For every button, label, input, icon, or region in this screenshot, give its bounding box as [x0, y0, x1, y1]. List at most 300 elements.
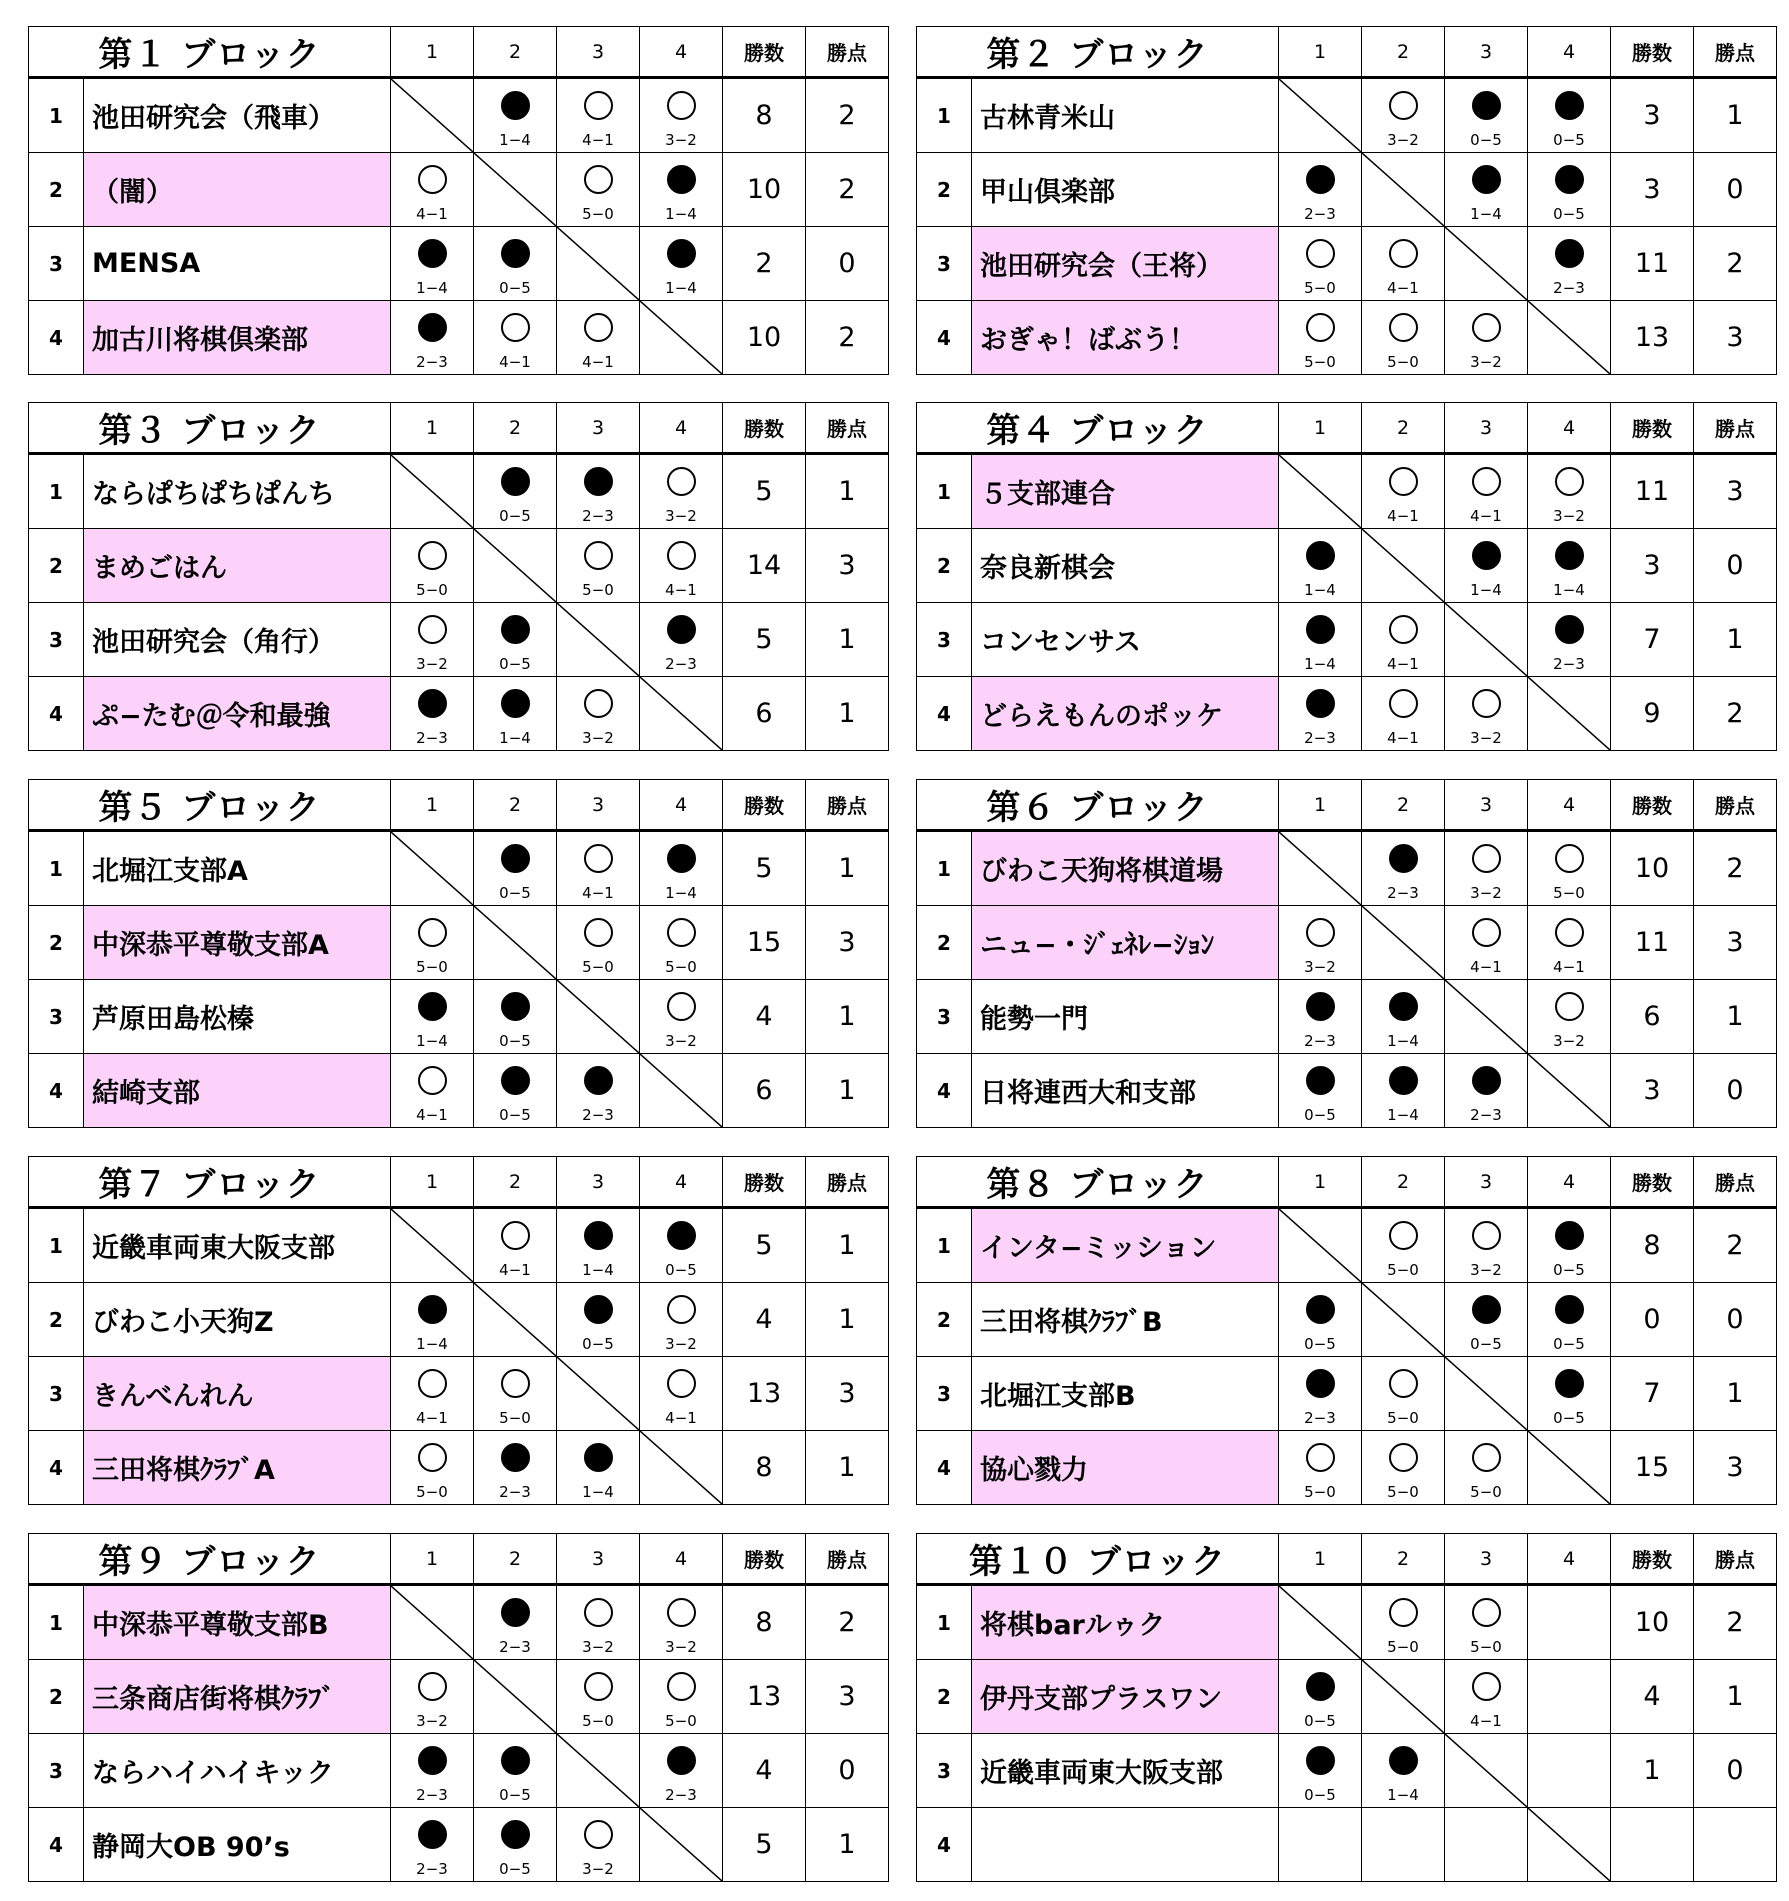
match-score: 4−1	[1470, 507, 1502, 525]
match-score: 0−5	[499, 1786, 531, 1804]
team-name: 将棋barルゥク	[972, 1585, 1279, 1660]
empty-result-cell	[1362, 1808, 1445, 1882]
match-score: 3−2	[1470, 353, 1502, 371]
match-score: 5−0	[1387, 1409, 1419, 1427]
wins-value: 5	[723, 1808, 806, 1882]
loss-circle-icon	[1555, 239, 1584, 268]
points-value: 1	[806, 603, 889, 677]
team-row	[917, 677, 1777, 751]
team-name: インタ−ミッション	[972, 1208, 1279, 1283]
team-number: 4	[29, 1808, 84, 1882]
points-value: 0	[806, 1734, 889, 1808]
match-result-cell	[1279, 906, 1362, 980]
points-value: 1	[806, 1431, 889, 1505]
wins-value: 10	[1611, 831, 1694, 906]
match-result-cell	[557, 454, 640, 529]
win-circle-icon	[667, 91, 696, 120]
match-result-cell	[640, 980, 723, 1054]
match-result-cell	[1362, 454, 1445, 529]
match-score: 3−2	[416, 655, 448, 673]
win-circle-icon	[1472, 844, 1501, 873]
team-name: 日将連西大和支部	[972, 1054, 1279, 1128]
match-result-cell	[557, 301, 640, 375]
match-score: 5−0	[416, 581, 448, 599]
team-number: 2	[29, 1283, 84, 1357]
win-circle-icon	[501, 1369, 530, 1398]
team-name: おぎゃ！ばぶう！	[972, 301, 1279, 375]
loss-circle-icon	[501, 844, 530, 873]
win-circle-icon	[1389, 1443, 1418, 1472]
match-result-cell	[557, 529, 640, 603]
loss-circle-icon	[1306, 992, 1335, 1021]
win-circle-icon	[1389, 313, 1418, 342]
loss-circle-icon	[584, 1221, 613, 1250]
team-number: 4	[917, 1808, 972, 1882]
wins-value: 6	[1611, 980, 1694, 1054]
match-score: 1−4	[1304, 655, 1336, 673]
match-score: 1−4	[416, 1335, 448, 1353]
match-result-cell	[391, 301, 474, 375]
team-name: 池田研究会（角行）	[84, 603, 391, 677]
wins-value: 11	[1611, 227, 1694, 301]
wins-value: 13	[723, 1357, 806, 1431]
match-score: 2−3	[1304, 205, 1336, 223]
self-match-diagonal	[1279, 831, 1362, 906]
points-value	[1694, 1808, 1777, 1882]
team-row	[29, 677, 889, 751]
match-score: 5−0	[1553, 884, 1585, 902]
opponent-column-header: 2	[1362, 1534, 1445, 1585]
team-row	[917, 831, 1777, 906]
win-circle-icon	[1389, 1369, 1418, 1398]
self-match-diagonal	[1445, 603, 1528, 677]
match-score: 1−4	[1553, 581, 1585, 599]
match-result-cell	[640, 603, 723, 677]
block-table	[916, 1156, 1777, 1505]
match-result-cell	[1528, 78, 1611, 153]
team-name: 三田将棋ｸﾗﾌﾞA	[84, 1431, 391, 1505]
loss-circle-icon	[501, 1820, 530, 1849]
win-circle-icon	[1306, 1443, 1335, 1472]
match-score: 2−3	[416, 1786, 448, 1804]
team-name: MENSA	[84, 227, 391, 301]
block-title: 第７ ブロック	[29, 1157, 391, 1208]
match-result-cell	[640, 1357, 723, 1431]
win-circle-icon	[584, 844, 613, 873]
team-row	[917, 529, 1777, 603]
opponent-column-header: 1	[391, 1157, 474, 1208]
wins-header: 勝数	[1611, 1534, 1694, 1585]
team-name: ニュ−・ｼﾞｪﾈﾚ−ｼｮﾝ	[972, 906, 1279, 980]
match-result-cell	[1279, 603, 1362, 677]
block-title: 第２ ブロック	[917, 27, 1279, 78]
match-score: 2−3	[416, 1860, 448, 1878]
wins-value: 11	[1611, 906, 1694, 980]
points-value: 2	[806, 153, 889, 227]
team-number: 1	[917, 1585, 972, 1660]
self-match-diagonal	[391, 831, 474, 906]
points-value: 1	[806, 454, 889, 529]
match-result-cell	[557, 677, 640, 751]
self-match-diagonal	[1528, 1054, 1611, 1128]
team-name: 中深恭平尊敬支部B	[84, 1585, 391, 1660]
win-circle-icon	[418, 1443, 447, 1472]
wins-value: 9	[1611, 677, 1694, 751]
win-circle-icon	[584, 1672, 613, 1701]
match-score: 5−0	[416, 958, 448, 976]
match-result-cell	[1279, 677, 1362, 751]
match-result-cell	[391, 1734, 474, 1808]
match-score: 0−5	[1304, 1106, 1336, 1124]
wins-value: 5	[723, 831, 806, 906]
team-row	[29, 78, 889, 153]
team-number: 4	[917, 1431, 972, 1505]
match-result-cell	[1528, 980, 1611, 1054]
match-result-cell	[1362, 301, 1445, 375]
team-name: 三条商店街将棋ｸﾗﾌﾞ	[84, 1660, 391, 1734]
match-score: 4−1	[499, 1261, 531, 1279]
match-score: 3−2	[665, 1638, 697, 1656]
opponent-column-header: 4	[1528, 780, 1611, 831]
win-circle-icon	[584, 918, 613, 947]
wins-header: 勝数	[1611, 403, 1694, 454]
team-number: 3	[29, 1357, 84, 1431]
points-value: 2	[1694, 227, 1777, 301]
match-score: 4−1	[1387, 729, 1419, 747]
loss-circle-icon	[418, 992, 447, 1021]
team-row	[29, 1808, 889, 1882]
match-score: 2−3	[1387, 884, 1419, 902]
points-value: 3	[1694, 301, 1777, 375]
match-result-cell	[640, 1208, 723, 1283]
win-circle-icon	[1389, 615, 1418, 644]
win-circle-icon	[584, 91, 613, 120]
team-number: 1	[29, 831, 84, 906]
opponent-column-header: 3	[557, 1534, 640, 1585]
wins-value: 8	[723, 1585, 806, 1660]
match-result-cell	[1362, 1734, 1445, 1808]
match-result-cell	[1528, 529, 1611, 603]
match-result-cell	[640, 529, 723, 603]
win-circle-icon	[418, 1066, 447, 1095]
match-score: 1−4	[665, 205, 697, 223]
self-match-diagonal	[640, 301, 723, 375]
team-name: 北堀江支部B	[972, 1357, 1279, 1431]
points-value: 0	[806, 227, 889, 301]
self-match-diagonal	[557, 603, 640, 677]
match-score: 3−2	[1387, 131, 1419, 149]
match-result-cell	[1445, 153, 1528, 227]
self-match-diagonal	[1528, 301, 1611, 375]
loss-circle-icon	[1389, 1746, 1418, 1775]
team-name: ならぱちぱちぱんち	[84, 454, 391, 529]
win-circle-icon	[1306, 239, 1335, 268]
team-name: 三田将棋ｸﾗﾌﾞB	[972, 1283, 1279, 1357]
match-score: 0−5	[499, 1032, 531, 1050]
match-score: 2−3	[582, 1106, 614, 1124]
win-circle-icon	[1472, 1221, 1501, 1250]
team-row	[917, 1208, 1777, 1283]
opponent-column-header: 3	[1445, 780, 1528, 831]
opponent-column-header: 4	[640, 1534, 723, 1585]
wins-value: 15	[723, 906, 806, 980]
match-result-cell	[474, 454, 557, 529]
team-number: 1	[29, 1208, 84, 1283]
team-number: 1	[29, 78, 84, 153]
points-header: 勝点	[806, 1157, 889, 1208]
match-score: 2−3	[1553, 279, 1585, 297]
match-result-cell	[640, 78, 723, 153]
match-result-cell	[1362, 78, 1445, 153]
win-circle-icon	[418, 165, 447, 194]
team-name: 能勢一門	[972, 980, 1279, 1054]
match-score: 3−2	[416, 1712, 448, 1730]
match-result-cell	[474, 1054, 557, 1128]
team-row	[917, 1357, 1777, 1431]
loss-circle-icon	[418, 1820, 447, 1849]
match-score: 0−5	[1304, 1786, 1336, 1804]
team-row	[917, 454, 1777, 529]
team-name: 甲山倶楽部	[972, 153, 1279, 227]
points-value: 3	[806, 1660, 889, 1734]
block-table	[28, 26, 889, 375]
match-score: 0−5	[1470, 1335, 1502, 1353]
loss-circle-icon	[501, 1066, 530, 1095]
loss-circle-icon	[501, 615, 530, 644]
team-number: 1	[29, 454, 84, 529]
match-result-cell	[557, 1808, 640, 1882]
match-score: 0−5	[499, 1106, 531, 1124]
match-result-cell	[391, 227, 474, 301]
loss-circle-icon	[418, 1295, 447, 1324]
block-table	[916, 402, 1777, 751]
match-result-cell	[1445, 1283, 1528, 1357]
team-name	[972, 1808, 1279, 1882]
win-circle-icon	[1555, 467, 1584, 496]
wins-header: 勝数	[723, 403, 806, 454]
match-score: 3−2	[1470, 884, 1502, 902]
team-row	[29, 1585, 889, 1660]
match-score: 4−1	[416, 1106, 448, 1124]
self-match-diagonal	[1528, 1808, 1611, 1882]
team-name: 奈良新棋会	[972, 529, 1279, 603]
wins-value: 2	[723, 227, 806, 301]
win-circle-icon	[501, 313, 530, 342]
loss-circle-icon	[1306, 165, 1335, 194]
team-name: 近畿車両東大阪支部	[84, 1208, 391, 1283]
opponent-column-header: 2	[474, 780, 557, 831]
match-score: 5−0	[1387, 1483, 1419, 1501]
match-score: 0−5	[1553, 1335, 1585, 1353]
loss-circle-icon	[1389, 844, 1418, 873]
team-name: 芦原田島松榛	[84, 980, 391, 1054]
team-name: びわこ小天狗Z	[84, 1283, 391, 1357]
opponent-column-header: 1	[1279, 27, 1362, 78]
team-name: 伊丹支部プラスワン	[972, 1660, 1279, 1734]
match-result-cell	[1362, 1054, 1445, 1128]
match-score: 3−2	[1553, 1032, 1585, 1050]
win-circle-icon	[1389, 689, 1418, 718]
loss-circle-icon	[418, 1746, 447, 1775]
match-result-cell	[1445, 529, 1528, 603]
match-score: 1−4	[1470, 205, 1502, 223]
opponent-column-header: 2	[1362, 27, 1445, 78]
empty-result-cell	[1445, 1808, 1528, 1882]
team-number: 1	[917, 78, 972, 153]
loss-circle-icon	[1555, 615, 1584, 644]
opponent-column-header: 4	[1528, 1157, 1611, 1208]
match-result-cell	[1362, 603, 1445, 677]
team-row	[917, 980, 1777, 1054]
wins-header: 勝数	[1611, 27, 1694, 78]
self-match-diagonal	[1279, 78, 1362, 153]
team-name: ならハイハイキック	[84, 1734, 391, 1808]
wins-value: 6	[723, 677, 806, 751]
self-match-diagonal	[1445, 980, 1528, 1054]
opponent-column-header: 3	[1445, 403, 1528, 454]
match-score: 1−4	[1387, 1106, 1419, 1124]
match-score: 5−0	[582, 1712, 614, 1730]
loss-circle-icon	[1555, 165, 1584, 194]
loss-circle-icon	[1306, 1295, 1335, 1324]
match-result-cell	[640, 831, 723, 906]
match-result-cell	[557, 1283, 640, 1357]
loss-circle-icon	[1306, 541, 1335, 570]
win-circle-icon	[1389, 1221, 1418, 1250]
match-score: 4−1	[1470, 958, 1502, 976]
self-match-diagonal	[640, 1054, 723, 1128]
match-result-cell	[557, 1208, 640, 1283]
match-result-cell	[474, 78, 557, 153]
match-score: 0−5	[1553, 1409, 1585, 1427]
match-score: 5−0	[1304, 279, 1336, 297]
team-number: 1	[29, 1585, 84, 1660]
team-name: まめごはん	[84, 529, 391, 603]
match-result-cell	[1362, 1357, 1445, 1431]
team-row	[29, 831, 889, 906]
team-name: 北堀江支部A	[84, 831, 391, 906]
match-score: 2−3	[416, 729, 448, 747]
opponent-column-header: 1	[1279, 780, 1362, 831]
match-result-cell	[1445, 454, 1528, 529]
loss-circle-icon	[1306, 689, 1335, 718]
win-circle-icon	[667, 918, 696, 947]
points-value: 1	[1694, 1660, 1777, 1734]
opponent-column-header: 4	[1528, 27, 1611, 78]
loss-circle-icon	[667, 165, 696, 194]
points-value: 1	[806, 1054, 889, 1128]
points-value: 3	[1694, 906, 1777, 980]
match-result-cell	[1279, 529, 1362, 603]
match-score: 1−4	[1387, 1786, 1419, 1804]
self-match-diagonal	[557, 227, 640, 301]
win-circle-icon	[1472, 1443, 1501, 1472]
points-header: 勝点	[1694, 27, 1777, 78]
team-number: 4	[917, 677, 972, 751]
match-result-cell	[391, 1431, 474, 1505]
match-result-cell	[640, 1283, 723, 1357]
team-number: 3	[917, 1734, 972, 1808]
opponent-column-header: 1	[391, 1534, 474, 1585]
opponent-column-header: 4	[640, 1157, 723, 1208]
wins-value: 0	[1611, 1283, 1694, 1357]
team-row	[917, 301, 1777, 375]
block-title: 第８ ブロック	[917, 1157, 1279, 1208]
points-value: 1	[1694, 78, 1777, 153]
match-score: 0−5	[1553, 205, 1585, 223]
match-result-cell	[557, 831, 640, 906]
opponent-column-header: 3	[1445, 1534, 1528, 1585]
loss-circle-icon	[1555, 1221, 1584, 1250]
match-score: 4−1	[582, 131, 614, 149]
wins-value: 8	[723, 78, 806, 153]
self-match-diagonal	[391, 1208, 474, 1283]
wins-value: 10	[723, 153, 806, 227]
match-score: 4−1	[416, 1409, 448, 1427]
match-result-cell	[474, 831, 557, 906]
points-value: 3	[1694, 1431, 1777, 1505]
opponent-column-header: 3	[557, 403, 640, 454]
team-number: 2	[29, 153, 84, 227]
team-number: 3	[917, 603, 972, 677]
block-title: 第６ ブロック	[917, 780, 1279, 831]
win-circle-icon	[1389, 239, 1418, 268]
win-circle-icon	[418, 1672, 447, 1701]
team-name: 近畿車両東大阪支部	[972, 1734, 1279, 1808]
points-value: 0	[1694, 529, 1777, 603]
match-result-cell	[391, 153, 474, 227]
match-result-cell	[640, 1734, 723, 1808]
self-match-diagonal	[1445, 1357, 1528, 1431]
team-number: 2	[917, 1660, 972, 1734]
win-circle-icon	[1306, 313, 1335, 342]
match-result-cell	[1445, 1208, 1528, 1283]
match-result-cell	[1279, 153, 1362, 227]
match-score: 3−2	[665, 1032, 697, 1050]
wins-value: 4	[723, 1283, 806, 1357]
match-score: 1−4	[665, 279, 697, 297]
match-result-cell	[557, 906, 640, 980]
points-value: 1	[1694, 1357, 1777, 1431]
match-result-cell	[1528, 1283, 1611, 1357]
match-score: 5−0	[1470, 1483, 1502, 1501]
wins-value: 11	[1611, 454, 1694, 529]
opponent-column-header: 4	[1528, 1534, 1611, 1585]
points-value: 0	[1694, 153, 1777, 227]
match-result-cell	[1528, 227, 1611, 301]
points-header: 勝点	[806, 403, 889, 454]
match-result-cell	[557, 1660, 640, 1734]
points-value: 1	[806, 1283, 889, 1357]
loss-circle-icon	[501, 689, 530, 718]
team-number: 2	[917, 529, 972, 603]
match-score: 0−5	[499, 279, 531, 297]
team-row	[917, 227, 1777, 301]
match-score: 3−2	[1553, 507, 1585, 525]
opponent-column-header: 2	[1362, 403, 1445, 454]
match-result-cell	[1445, 1054, 1528, 1128]
match-result-cell	[391, 529, 474, 603]
match-score: 3−2	[665, 1335, 697, 1353]
win-circle-icon	[1472, 1598, 1501, 1627]
match-result-cell	[1528, 831, 1611, 906]
wins-value: 10	[1611, 1585, 1694, 1660]
wins-value: 10	[723, 301, 806, 375]
win-circle-icon	[584, 165, 613, 194]
points-value: 2	[806, 78, 889, 153]
match-result-cell	[1362, 227, 1445, 301]
win-circle-icon	[1472, 689, 1501, 718]
